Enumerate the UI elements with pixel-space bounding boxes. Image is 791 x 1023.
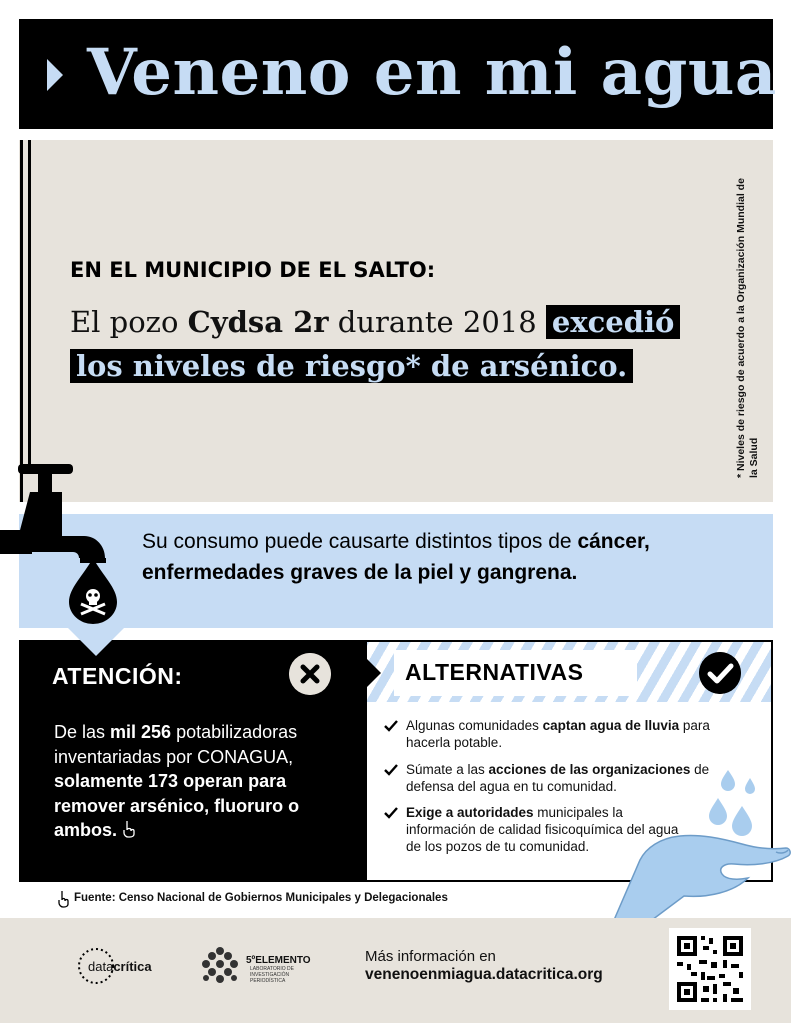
hand-pointer-icon — [58, 890, 70, 908]
well-name: Cydsa 2r — [187, 305, 329, 339]
more-info-url[interactable]: venenoenmiagua.datacritica.org — [365, 966, 603, 983]
more-info-label: Más información en — [365, 948, 496, 965]
check-circle-icon — [699, 652, 741, 694]
checkmark-icon — [384, 806, 398, 820]
attention-title: ATENCIÓN: — [52, 663, 183, 689]
alternatives-title: ALTERNATIVAS — [405, 659, 584, 685]
hand-pointer-icon — [122, 820, 136, 838]
alternative-item: Algunas comunidades captan agua de lluvia para hacerla potable. — [384, 717, 724, 751]
municipality-heading: EN EL MUNICIPIO DE EL SALTO: — [70, 258, 436, 282]
quinto-elemento-subtitle: LABORATORIO DE INVESTIGACIÓN PERIODÍSTICA — [250, 966, 294, 984]
poison-drop-icon — [65, 556, 121, 626]
checkmark-icon — [384, 719, 398, 733]
box-arrow — [365, 657, 381, 689]
close-circle-icon — [289, 653, 331, 695]
pointer-notch — [68, 628, 124, 656]
alternative-item: Exige a autoridades municipales la información de calidad fisicoquímica del agua de los pozos de tu comunidad. — [384, 804, 724, 855]
page-title: Veneno en mi agua — [87, 35, 777, 110]
well-statement: El pozo Cydsa 2r durante 2018 excedió los niveles de riesgo* de arsénico. — [70, 300, 710, 388]
pipe-line — [20, 140, 23, 502]
play-arrow-icon — [47, 59, 63, 91]
water-hand-icon — [600, 760, 791, 920]
highlight-exceeded: excedió — [546, 305, 681, 339]
checkmark-icon — [384, 763, 398, 777]
source-note: Fuente: Censo Nacional de Gobiernos Municipales y Delegacionales — [74, 892, 448, 904]
pipe-line — [28, 140, 31, 465]
attention-text: De las mil 256 potabilizadoras inventariadas por CONAGUA, solamente 173 operan para remover arsénico, fluoruro o ambos. — [54, 722, 300, 840]
health-warning-text: Su consumo puede causarte distintos tipos de cáncer, enfermedades graves de la piel y gangrena. — [142, 530, 650, 584]
quinto-elemento-name: 5ºELEMENTO — [246, 955, 311, 966]
alternative-item: Súmate a las acciones de las organizaciones de defensa del agua en tu comunidad. — [384, 761, 724, 795]
qr-code-icon — [669, 928, 751, 1010]
who-footnote: * Niveles de riesgo de acuerdo a la Organización Mundial de la Salud — [735, 178, 760, 478]
highlight-risk-levels: los niveles de riesgo* de arsénico. — [70, 349, 633, 383]
datacritica-wordmark: datacrítica — [88, 959, 152, 974]
quinto-elemento-logo — [200, 946, 240, 986]
header-banner — [19, 19, 777, 129]
